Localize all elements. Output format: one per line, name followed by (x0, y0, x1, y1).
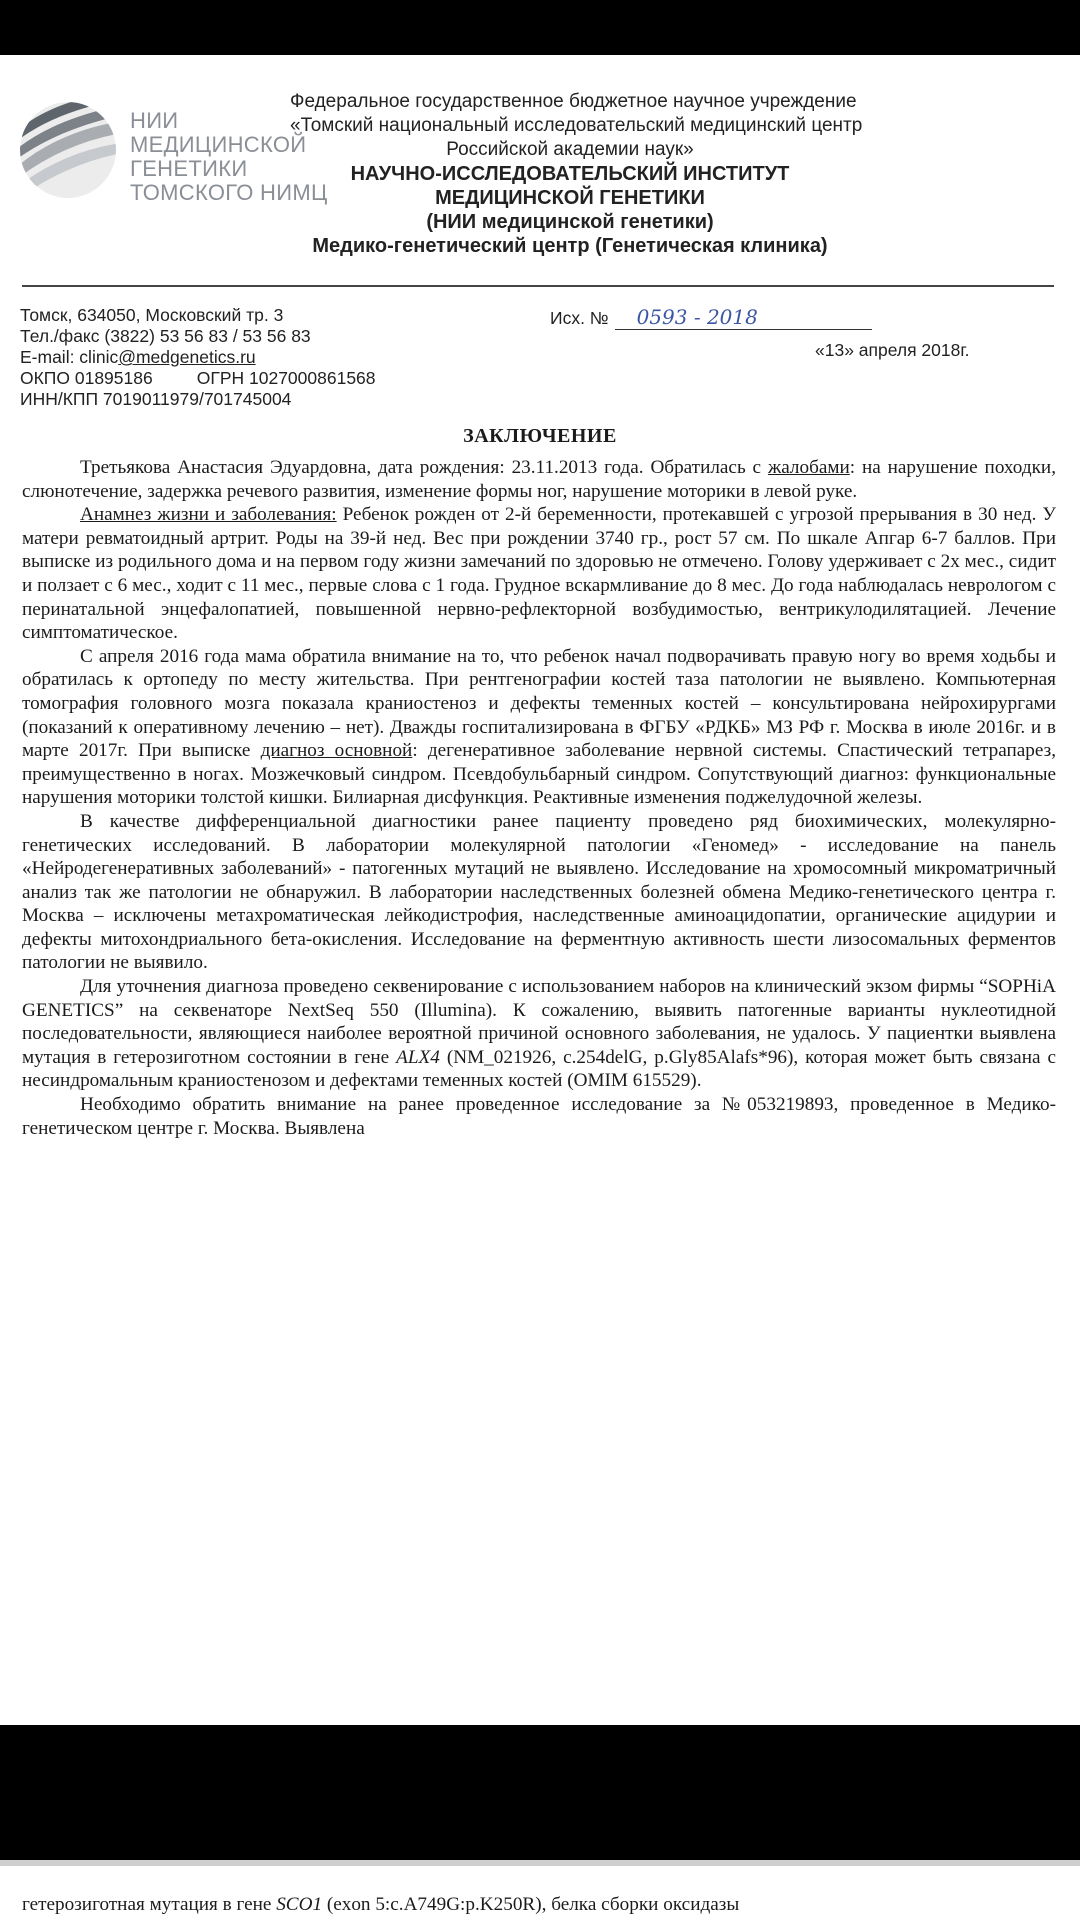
organization-header (290, 90, 863, 258)
text: (exon 5:c.A749G:p.K250R), белка сборки оксидазы (322, 1894, 740, 1915)
institute-logo-icon (18, 100, 118, 200)
email (20, 347, 376, 368)
org-line: Российской академии наук» (446, 139, 694, 160)
gene-name: SCO1 (276, 1894, 323, 1915)
logo-line: ТОМСКОГО НИМЦ (130, 180, 328, 205)
paragraph-previous-study: Необходимо обратить внимание на ранее проведенное исследование за №053219893, проведенное в Медико-генетическом центре г. Москва. Выявлена (22, 1094, 1056, 1139)
scan-page-edge (0, 1860, 1080, 1866)
ogrn: ОГРН 1027000861568 (196, 368, 376, 388)
header-divider (22, 285, 1054, 287)
document-date: «13» апреля 2018г. (815, 340, 970, 360)
inn-kpp: ИНН/КПП 7019011979/701745004 (20, 389, 292, 409)
scan-top-border (0, 0, 1080, 55)
text: Ребенок рожден от 2-й беременности, протекавшей с угрозой прерывания в 30 нед. У матери ревматоидный артрит. Роды на 39-й нед. Вес при рождении 3740 гр., рост 57 см. По шкале Апгар 6-7 баллов. При выписке из родильного дома и на первом году жизни замечаний по здоровью не отмечено. Голову удерживает с 2х мес., сидит и ползает с 6 мес., ходит с 11 мес., первые слова с 1 года. Грудное вскармливание до 8 мес. До года наблюдалась неврологом с перинатальной энцефалопатией, повышенной нервно-рефлекторной возбудимостью, вентрикулодилятацией. Лечение симптоматическое. (22, 504, 1056, 644)
outgoing-label: Исх. № (550, 308, 609, 328)
email-domain: @medgenetics.ru (118, 347, 256, 367)
email-prefix: E-mail: clinic (20, 347, 119, 367)
gene-name: ALX4 (396, 1046, 440, 1068)
okpo: ОКПО 01895186 (20, 368, 153, 388)
diagnosis-heading: диагноз основной (260, 740, 413, 762)
registry-codes (20, 368, 376, 389)
outgoing-number (550, 305, 872, 330)
logo-line: МЕДИЦИНСКОЙ (130, 132, 307, 157)
text: : дегенеративное заболевание нервной системы. Спастический тетрапарез, преимущественно в ногах. Мозжечковый синдром. Псевдобульбарный синдром. Сопутствующий диагноз: функциональные нарушения моторики толстой кишки. Билиарная дисфункция. Реактивные изменения поджелудочной железы. (22, 740, 1056, 809)
text: Третьякова Анастасия Эдуардовна, дата рождения: 23.11.2013 года. Обратилась с (80, 457, 768, 478)
logo-line: НИИ (130, 108, 179, 133)
document-title: ЗАКЛЮЧЕНИЕ (463, 425, 617, 447)
next-page-continuation (22, 1893, 1056, 1916)
institute-name: МЕДИЦИНСКОЙ ГЕНЕТИКИ (435, 187, 705, 209)
contact-block (20, 305, 376, 410)
paragraph-anamnesis (22, 503, 1056, 645)
conclusion-body (22, 456, 1056, 1140)
text: гетерозиготная мутация в гене (22, 1894, 277, 1915)
phone: Тел./факс (3822) 53 56 83 / 53 56 83 (20, 326, 311, 346)
paragraph-complaints (22, 456, 1056, 503)
text: С апреля 2016 года мама обратила внимание на то, что ребенок начал подворачивать правую ногу во время ходьбы и обратилась к ортопеду по месту жительства. При рентгенографии костей таза патологии не выявлено. Компьютерная томография головного мозга показала краниостеноз и дефекты теменных костей – консультирована нейрохирургами (показаний к оперативному лечению – нет). Дважды госпитализирована в ФГБУ «РДКБ» МЗ РФ г. Москва в июле 2016г. и в марте 2017г. При выписке (22, 645, 1056, 762)
text: : на нарушение походки, слюнотечение, задержка речевого развития, изменение формы ног, нарушение моторики в левой руке. (22, 457, 1056, 502)
scan-page-gap (0, 1725, 1080, 1860)
org-line: Федеральное государственное бюджетное научное учреждение (290, 91, 857, 112)
paragraph-history (22, 645, 1056, 810)
center-name: Медико-генетический центр (Генетическая клиника) (312, 235, 828, 257)
anamnesis-heading: Анамнез жизни и заболевания: (80, 504, 337, 526)
paragraph-sequencing (22, 975, 1056, 1093)
institute-name: НАУЧНО-ИССЛЕДОВАТЕЛЬСКИЙ ИНСТИТУТ (350, 163, 790, 185)
complaints-heading: жалобами (767, 457, 850, 478)
org-line: «Томский национальный исследовательский медицинский центр (290, 115, 863, 136)
text: Для уточнения диагноза проведено секвенирование с использованием наборов на клинический экзом фирмы “SOPHiA GENETICS” на секвенаторе NextSeq 550 (Illumina). К сожалению, выявить патогенные варианты нуклеотидной последовательности, являющиеся наиболее вероятной причиной основного заболевания, не удалось. У пациентки выявлена мутация в гетерозиготном состоянии в гене (22, 976, 1056, 1068)
institute-short-name: (НИИ медицинской генетики) (426, 211, 714, 233)
text: (NM_021926, c.254delG, p.Gly85Alafs*96), которая может быть связана с несиндромальным краниостенозом и дефектами теменных костей (OMIM 615529). (22, 1046, 1056, 1092)
address: Томск, 634050, Московский тр. 3 (20, 305, 284, 325)
paragraph-differential: В качестве дифференциальной диагностики ранее пациенту проведено ряд биохимических, молекулярно-генетических исследований. В лаборатории молекулярной патологии «Геномед» - исследование на панель «Нейродегенеративных заболеваний» - патогенных мутаций не выявлено. Исследование на хромосомный микроматричный анализ так же патологии не обнаружил. В лаборатории наследственных болезней обмена Медико-генетического центра г. Москва – исключены метахроматическая лейкодистрофия, наследственные аминоацидопатии, органические ацидурии и дефекты митохондриального бета-окисления. Исследование на ферментную активность шести лизосомальных ферментов патологии не выявило. (22, 810, 1056, 974)
handwritten-number: 0593 - 2018 (615, 305, 872, 330)
logo-line: ГЕНЕТИКИ (130, 156, 248, 181)
